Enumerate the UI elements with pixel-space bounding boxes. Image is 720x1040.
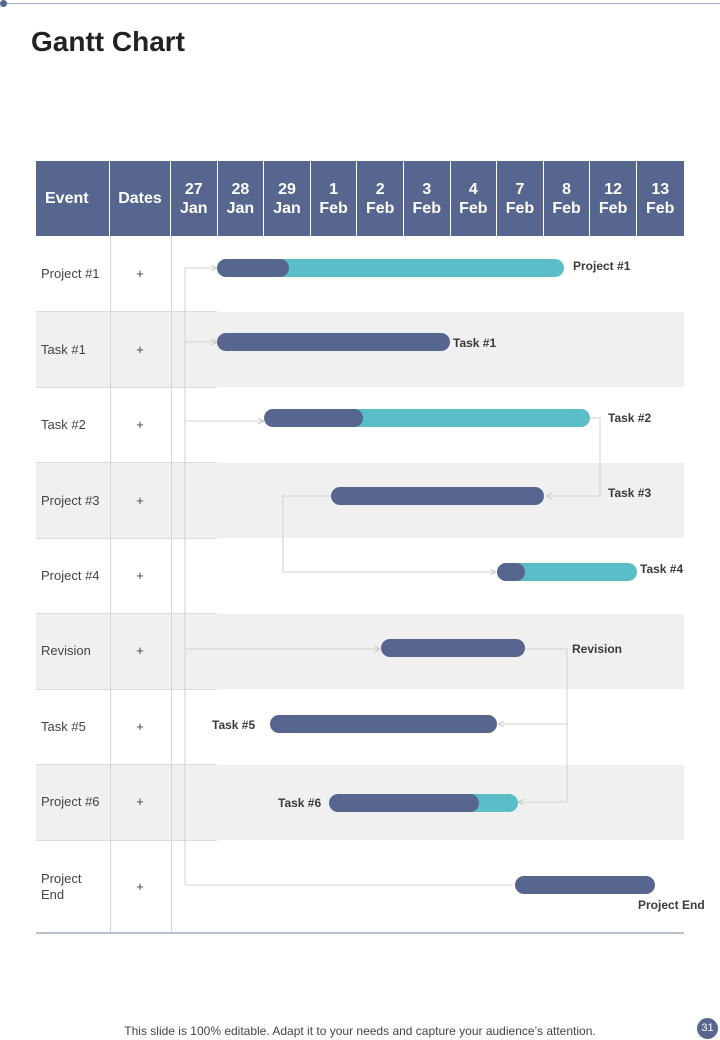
header-day: 12	[604, 180, 623, 198]
header-day: 27	[184, 180, 203, 198]
header-day: 8	[562, 180, 571, 198]
header-dates: Dates	[110, 161, 171, 236]
header-month: Feb	[552, 199, 581, 217]
row-event-label: Project #6	[41, 794, 100, 809]
gantt-bar[interactable]	[329, 794, 518, 812]
add-date-button[interactable]: +	[136, 719, 144, 734]
gantt-bar-progress	[329, 794, 479, 812]
gantt-bar-progress	[264, 409, 363, 427]
header-day: 13	[651, 180, 670, 198]
row-event-label: Project #1	[41, 266, 100, 281]
gantt-bar[interactable]	[264, 409, 590, 427]
add-date-button[interactable]: +	[136, 643, 144, 658]
gantt-bar[interactable]	[515, 876, 655, 894]
gantt-bar-label: Task #6	[278, 796, 322, 810]
add-date-button[interactable]: +	[136, 493, 144, 508]
gantt-bar[interactable]	[217, 333, 450, 351]
gantt-bar[interactable]	[381, 639, 525, 657]
header-month: Jan	[273, 199, 301, 217]
page-number: 31	[697, 1018, 718, 1039]
gantt-bar-label: Task #2	[608, 411, 652, 425]
header-month: Feb	[505, 199, 535, 217]
gantt-bar-label: Project #1	[573, 259, 631, 273]
gantt-bar[interactable]	[331, 487, 544, 505]
header-day: 1	[329, 180, 339, 198]
connector-line	[519, 724, 567, 802]
header-day: 3	[422, 180, 432, 198]
gantt-bar-label: Task #3	[608, 486, 652, 500]
gantt-bar-label: Task #5	[212, 718, 256, 732]
header-day: 7	[515, 180, 525, 198]
row-event-label: Task #1	[41, 342, 86, 357]
header-month: Feb	[412, 199, 441, 217]
gantt-bar-progress	[497, 563, 525, 581]
header-month: Jan	[180, 199, 208, 217]
gantt-bar-progress	[217, 259, 289, 277]
row-event-label: Project #4	[41, 568, 100, 583]
header-event: Event	[36, 161, 110, 236]
header-day: 2	[375, 180, 385, 198]
header-day: 28	[231, 180, 250, 198]
add-date-button[interactable]: +	[136, 417, 144, 432]
gantt-bar-label: Task #1	[453, 336, 497, 350]
header-month: Feb	[319, 199, 348, 217]
header-month: Feb	[646, 199, 675, 217]
add-date-button[interactable]: +	[136, 342, 144, 357]
gantt-bar-label: Task #4	[640, 562, 684, 576]
connector-line	[547, 418, 600, 496]
add-date-button[interactable]: +	[136, 794, 144, 809]
header-month: Jan	[226, 199, 255, 217]
gantt-bar-label: Project End	[638, 898, 705, 912]
header-day: 4	[468, 180, 478, 198]
gantt-bar[interactable]	[217, 259, 564, 277]
row-event-label: Revision	[41, 643, 91, 658]
gantt-bar[interactable]	[270, 715, 497, 733]
header-month: Feb	[365, 199, 395, 217]
add-date-button[interactable]: +	[136, 266, 144, 281]
header-month: Feb	[459, 199, 488, 217]
gantt-bar[interactable]	[497, 563, 637, 581]
add-date-button[interactable]: +	[136, 568, 144, 583]
row-event-label: Task #2	[41, 417, 86, 432]
footer-note: This slide is 100% editable. Adapt it to your needs and capture your audience’s attention.	[124, 1024, 596, 1038]
header-day: 29	[278, 180, 296, 198]
connector-line	[283, 496, 495, 572]
add-date-button[interactable]: +	[136, 879, 144, 894]
row-event-label: Project End	[41, 871, 82, 902]
row-event-label: Task #5	[41, 719, 86, 734]
row-event-label: Project #3	[41, 493, 100, 508]
connector-line	[185, 268, 216, 885]
gantt-bar-label: Revision	[572, 642, 623, 656]
header-month: Feb	[598, 199, 628, 217]
page-title: Gantt Chart	[31, 26, 185, 57]
connector-line	[499, 649, 567, 724]
